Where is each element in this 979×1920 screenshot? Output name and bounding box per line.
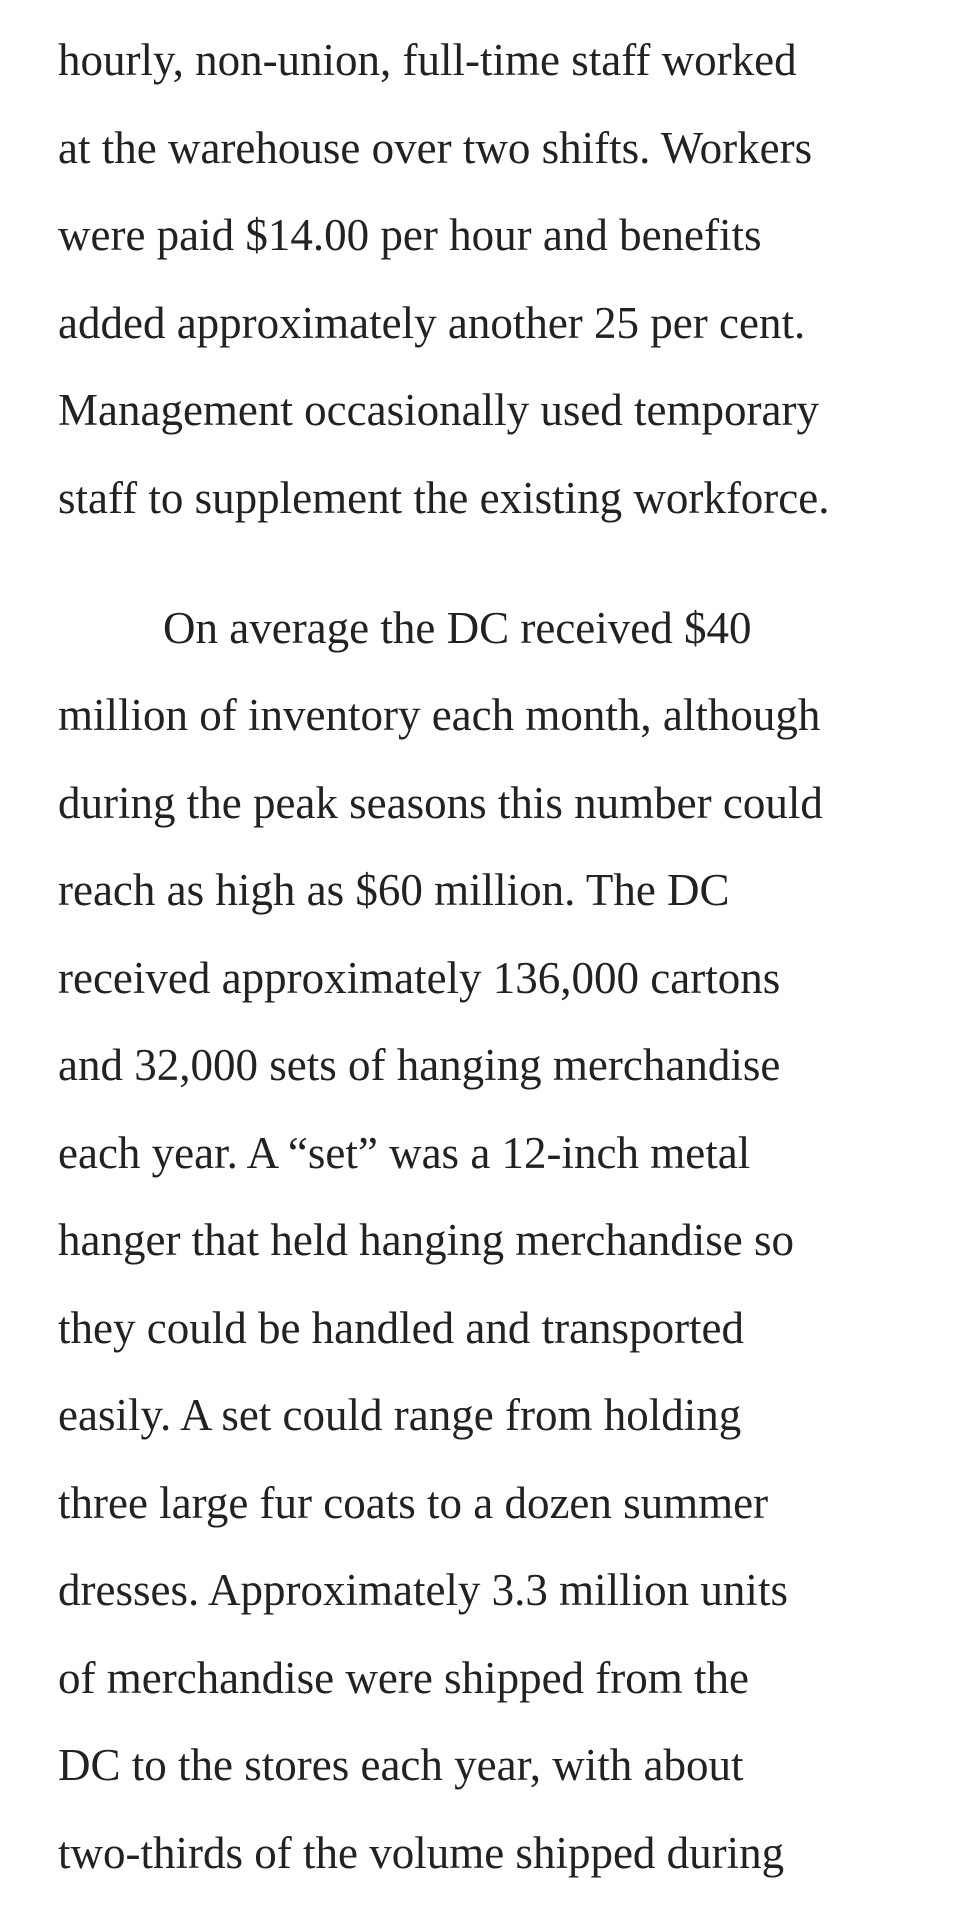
text-line: DC to the stores each year, with about <box>58 1740 744 1790</box>
text-line: during the peak seasons this number could <box>58 778 823 828</box>
text-line: were paid $14.00 per hour and benefits <box>58 210 762 260</box>
text-line: and 32,000 sets of hanging merchandise <box>58 1040 781 1090</box>
text-line: received approximately 136,000 cartons <box>58 953 781 1003</box>
text-line: added approximately another 25 per cent. <box>58 298 806 348</box>
text-line: reach as high as $60 million. The DC <box>58 865 730 915</box>
text-line: three large fur coats to a dozen summer <box>58 1478 769 1528</box>
text-line: two-thirds of the volume shipped during <box>58 1828 785 1878</box>
text-line: million of inventory each month, although <box>58 690 821 740</box>
text-line: hourly, non-union, full-time staff worked <box>58 35 797 85</box>
text-line: at the warehouse over two shifts. Workers <box>58 123 813 173</box>
text-line: dresses. Approximately 3.3 million units <box>58 1565 788 1615</box>
text-line: On average the DC received $40 <box>163 603 752 653</box>
text-line: they could be handled and transported <box>58 1303 745 1353</box>
text-line: Management occasionally used temporary <box>58 385 819 435</box>
text-line: each year. A “set” was a 12-inch metal <box>58 1128 751 1178</box>
text-line: easily. A set could range from holding <box>58 1390 742 1440</box>
text-line: hanger that held hanging merchandise so <box>58 1215 795 1265</box>
text-line: of merchandise were shipped from the <box>58 1653 749 1703</box>
text-line: staff to supplement the existing workforce. <box>58 473 830 523</box>
